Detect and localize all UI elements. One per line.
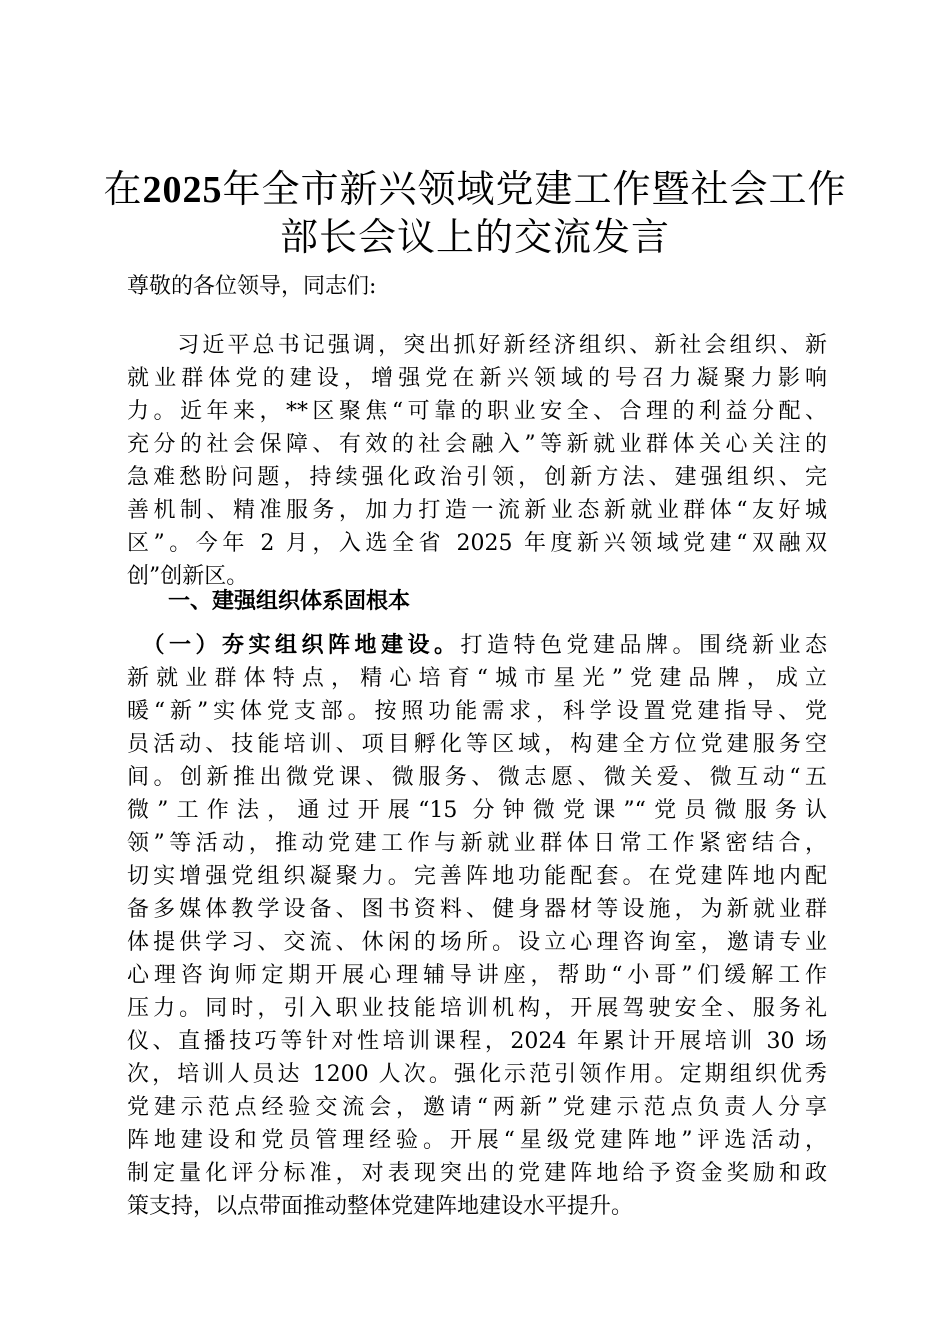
paragraph-line: 微”工作法，通过开展“15 分钟微党课”“党员微服务认 — [127, 798, 827, 823]
paragraph-line: 就业群体党的建设，增强党在新兴领域的号召力凝聚力影响 — [127, 366, 827, 391]
intro-paragraph — [127, 329, 827, 593]
section-heading: 一、建强组织体系固根本 — [168, 588, 411, 614]
paragraph-line: 间。创新推出微党课、微服务、微志愿、微关爱、微互动“五 — [127, 765, 827, 790]
subsection-paragraph — [127, 629, 827, 1223]
paragraph-line: 阵地建设和党员管理经验。开展“星级党建阵地”评选活动， — [127, 1128, 827, 1153]
paragraph-line: 心理咨询师定期开展心理辅导讲座，帮助“小哥”们缓解工作 — [127, 963, 827, 988]
title-prefix: 在 — [103, 167, 143, 211]
paragraph-line: 压力。同时，引入职业技能培训机构，开展驾驶安全、服务礼 — [127, 996, 827, 1021]
paragraph-line-first — [127, 629, 827, 662]
subsection-first-text: 打造特色党建品牌。围绕新业态 — [460, 633, 827, 658]
title-suffix: 年全市新兴领域党建工作暨社会工作 — [222, 167, 847, 211]
subsection-lead: （一）夯实组织阵地建设。 — [153, 632, 461, 658]
paragraph-line: 暖“新”实体党支部。按照功能需求，科学设置党建指导、党 — [127, 699, 827, 724]
paragraph-line: 力。近年来，**区聚焦“可靠的职业安全、合理的利益分配、 — [127, 399, 827, 424]
title-year: 2025 — [142, 169, 223, 211]
paragraph-line: 充分的社会保障、有效的社会融入”等新就业群体关心关注的 — [127, 432, 827, 457]
greeting: 尊敬的各位领导，同志们: — [127, 274, 377, 299]
paragraph-line: 新就业群体特点，精心培育“城市星光”党建品牌，成立 — [127, 666, 827, 691]
paragraph-line: 仪、直播技巧等针对性培训课程，2024 年累计开展培训 30 场 — [127, 1029, 827, 1054]
paragraph-line: 员活动、技能培训、项目孵化等区域，构建全方位党建服务空 — [127, 732, 827, 757]
paragraph-line: 制定量化评分标准，对表现突出的党建阵地给予资金奖励和政 — [127, 1161, 827, 1186]
paragraph-line: 策支持，以点带面推动整体党建阵地建设水平提升。 — [127, 1194, 634, 1219]
paragraph-line: 体提供学习、交流、休闲的场所。设立心理咨询室，邀请专业 — [127, 930, 827, 955]
paragraph-line: 切实增强党组织凝聚力。完善阵地功能配套。在党建阵地内配 — [127, 864, 827, 889]
paragraph-line: 区”。今年 2 月，入选全省 2025 年度新兴领域党建“双融双 — [127, 531, 827, 556]
paragraph-line: 领”等活动，推动党建工作与新就业群体日常工作紧密结合， — [127, 831, 827, 856]
paragraph-line: 次，培训人员达 1200 人次。强化示范引领作用。定期组织优秀 — [127, 1062, 827, 1087]
paragraph-line: 创”创新区。 — [127, 564, 249, 589]
paragraph-line: 急难愁盼问题，持续强化政治引领，创新方法、建强组织、完 — [127, 465, 827, 490]
document-title-line-2: 部长会议上的交流发言 — [279, 215, 670, 259]
paragraph-line: 党建示范点经验交流会，邀请“两新”党建示范点负责人分享 — [127, 1095, 827, 1120]
paragraph-line: 善机制、精准服务，加力打造一流新业态新就业群体“友好城 — [127, 498, 827, 523]
document-title-line-1 — [100, 165, 850, 214]
paragraph-line: 备多媒体教学设备、图书资料、健身器材等设施，为新就业群 — [127, 897, 827, 922]
paragraph-line: 习近平总书记强调，突出抓好新经济组织、新社会组织、新 — [127, 333, 827, 358]
